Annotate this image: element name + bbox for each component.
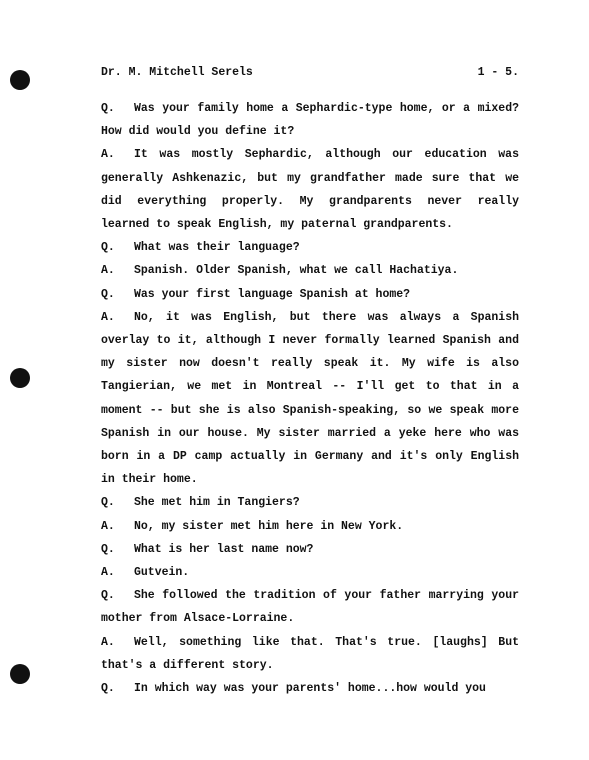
speaker-label: Q. bbox=[101, 287, 115, 301]
paragraph-text: It was mostly Sephardic, although our education was generally Ashkenazic, but my grandfather made sure that we did everything properly. My grandparents never really learned to speak English, my paternal grandparents. bbox=[101, 148, 519, 232]
transcript-paragraph bbox=[101, 236, 519, 259]
paragraph-text: She met him in Tangiers? bbox=[134, 496, 300, 510]
speaker-label: A. bbox=[101, 519, 115, 533]
paragraph-text: Was your family home a Sephardic-type home, or a mixed? How did would you define it? bbox=[101, 102, 519, 139]
speaker-label: A. bbox=[101, 264, 115, 278]
speaker-label: A. bbox=[101, 310, 115, 324]
paragraph-text: In which way was your parents' home...how would you bbox=[134, 682, 486, 696]
paragraph-text: Gutvein. bbox=[134, 566, 190, 580]
paragraph-text: No, it was English, but there was always a Spanish overlay to it, although I never formally learned Spanish and my sister now doesn't really speak it. My wife is also Tangierian, we met in Montreal -- I'll get to that in a moment -- but she is also Spanish-speaking, so we speak more Spanish in our house. My sister married a yeke here who was born in a DP camp actually in Germany and it's only English in their home. bbox=[101, 310, 519, 487]
paragraph-text: What was their language? bbox=[134, 241, 300, 255]
speaker-label: Q. bbox=[101, 542, 115, 556]
binder-hole bbox=[10, 70, 30, 90]
paragraph-text: Well, something like that. That's true. [laughs] But that's a different story. bbox=[101, 635, 519, 672]
speaker-label: Q. bbox=[101, 241, 115, 255]
paragraph-text: Spanish. Older Spanish, what we call Hachatiya. bbox=[134, 264, 459, 278]
speaker-label: Q. bbox=[101, 589, 115, 603]
transcript-paragraph bbox=[101, 515, 519, 538]
paragraph-text: What is her last name now? bbox=[134, 542, 314, 556]
speaker-label: A. bbox=[101, 148, 115, 162]
transcript-paragraph bbox=[101, 677, 519, 700]
transcript-paragraph bbox=[101, 584, 519, 630]
transcript-paragraph bbox=[101, 283, 519, 306]
paragraph-text: No, my sister met him here in New York. bbox=[134, 519, 404, 533]
speaker-label: Q. bbox=[101, 682, 115, 696]
interviewee-name: Dr. M. Mitchell Serels bbox=[101, 66, 253, 79]
transcript-body bbox=[101, 97, 519, 700]
speaker-label: A. bbox=[101, 635, 115, 649]
binder-hole bbox=[10, 664, 30, 684]
transcript-paragraph bbox=[101, 631, 519, 677]
transcript-paragraph bbox=[101, 538, 519, 561]
transcript-paragraph bbox=[101, 97, 519, 143]
paragraph-text: She followed the tradition of your father marrying your mother from Alsace-Lorraine. bbox=[101, 589, 519, 626]
page-number: 1 - 5. bbox=[477, 66, 519, 79]
speaker-label: A. bbox=[101, 566, 115, 580]
transcript-paragraph bbox=[101, 561, 519, 584]
transcript-paragraph bbox=[101, 143, 519, 236]
transcript-paragraph bbox=[101, 259, 519, 282]
speaker-label: Q. bbox=[101, 102, 115, 115]
speaker-label: Q. bbox=[101, 496, 115, 510]
page-header bbox=[101, 66, 519, 84]
transcript-paragraph bbox=[101, 306, 519, 492]
paragraph-text: Was your first language Spanish at home? bbox=[134, 287, 411, 301]
binder-hole bbox=[10, 368, 30, 388]
transcript-paragraph bbox=[101, 491, 519, 514]
